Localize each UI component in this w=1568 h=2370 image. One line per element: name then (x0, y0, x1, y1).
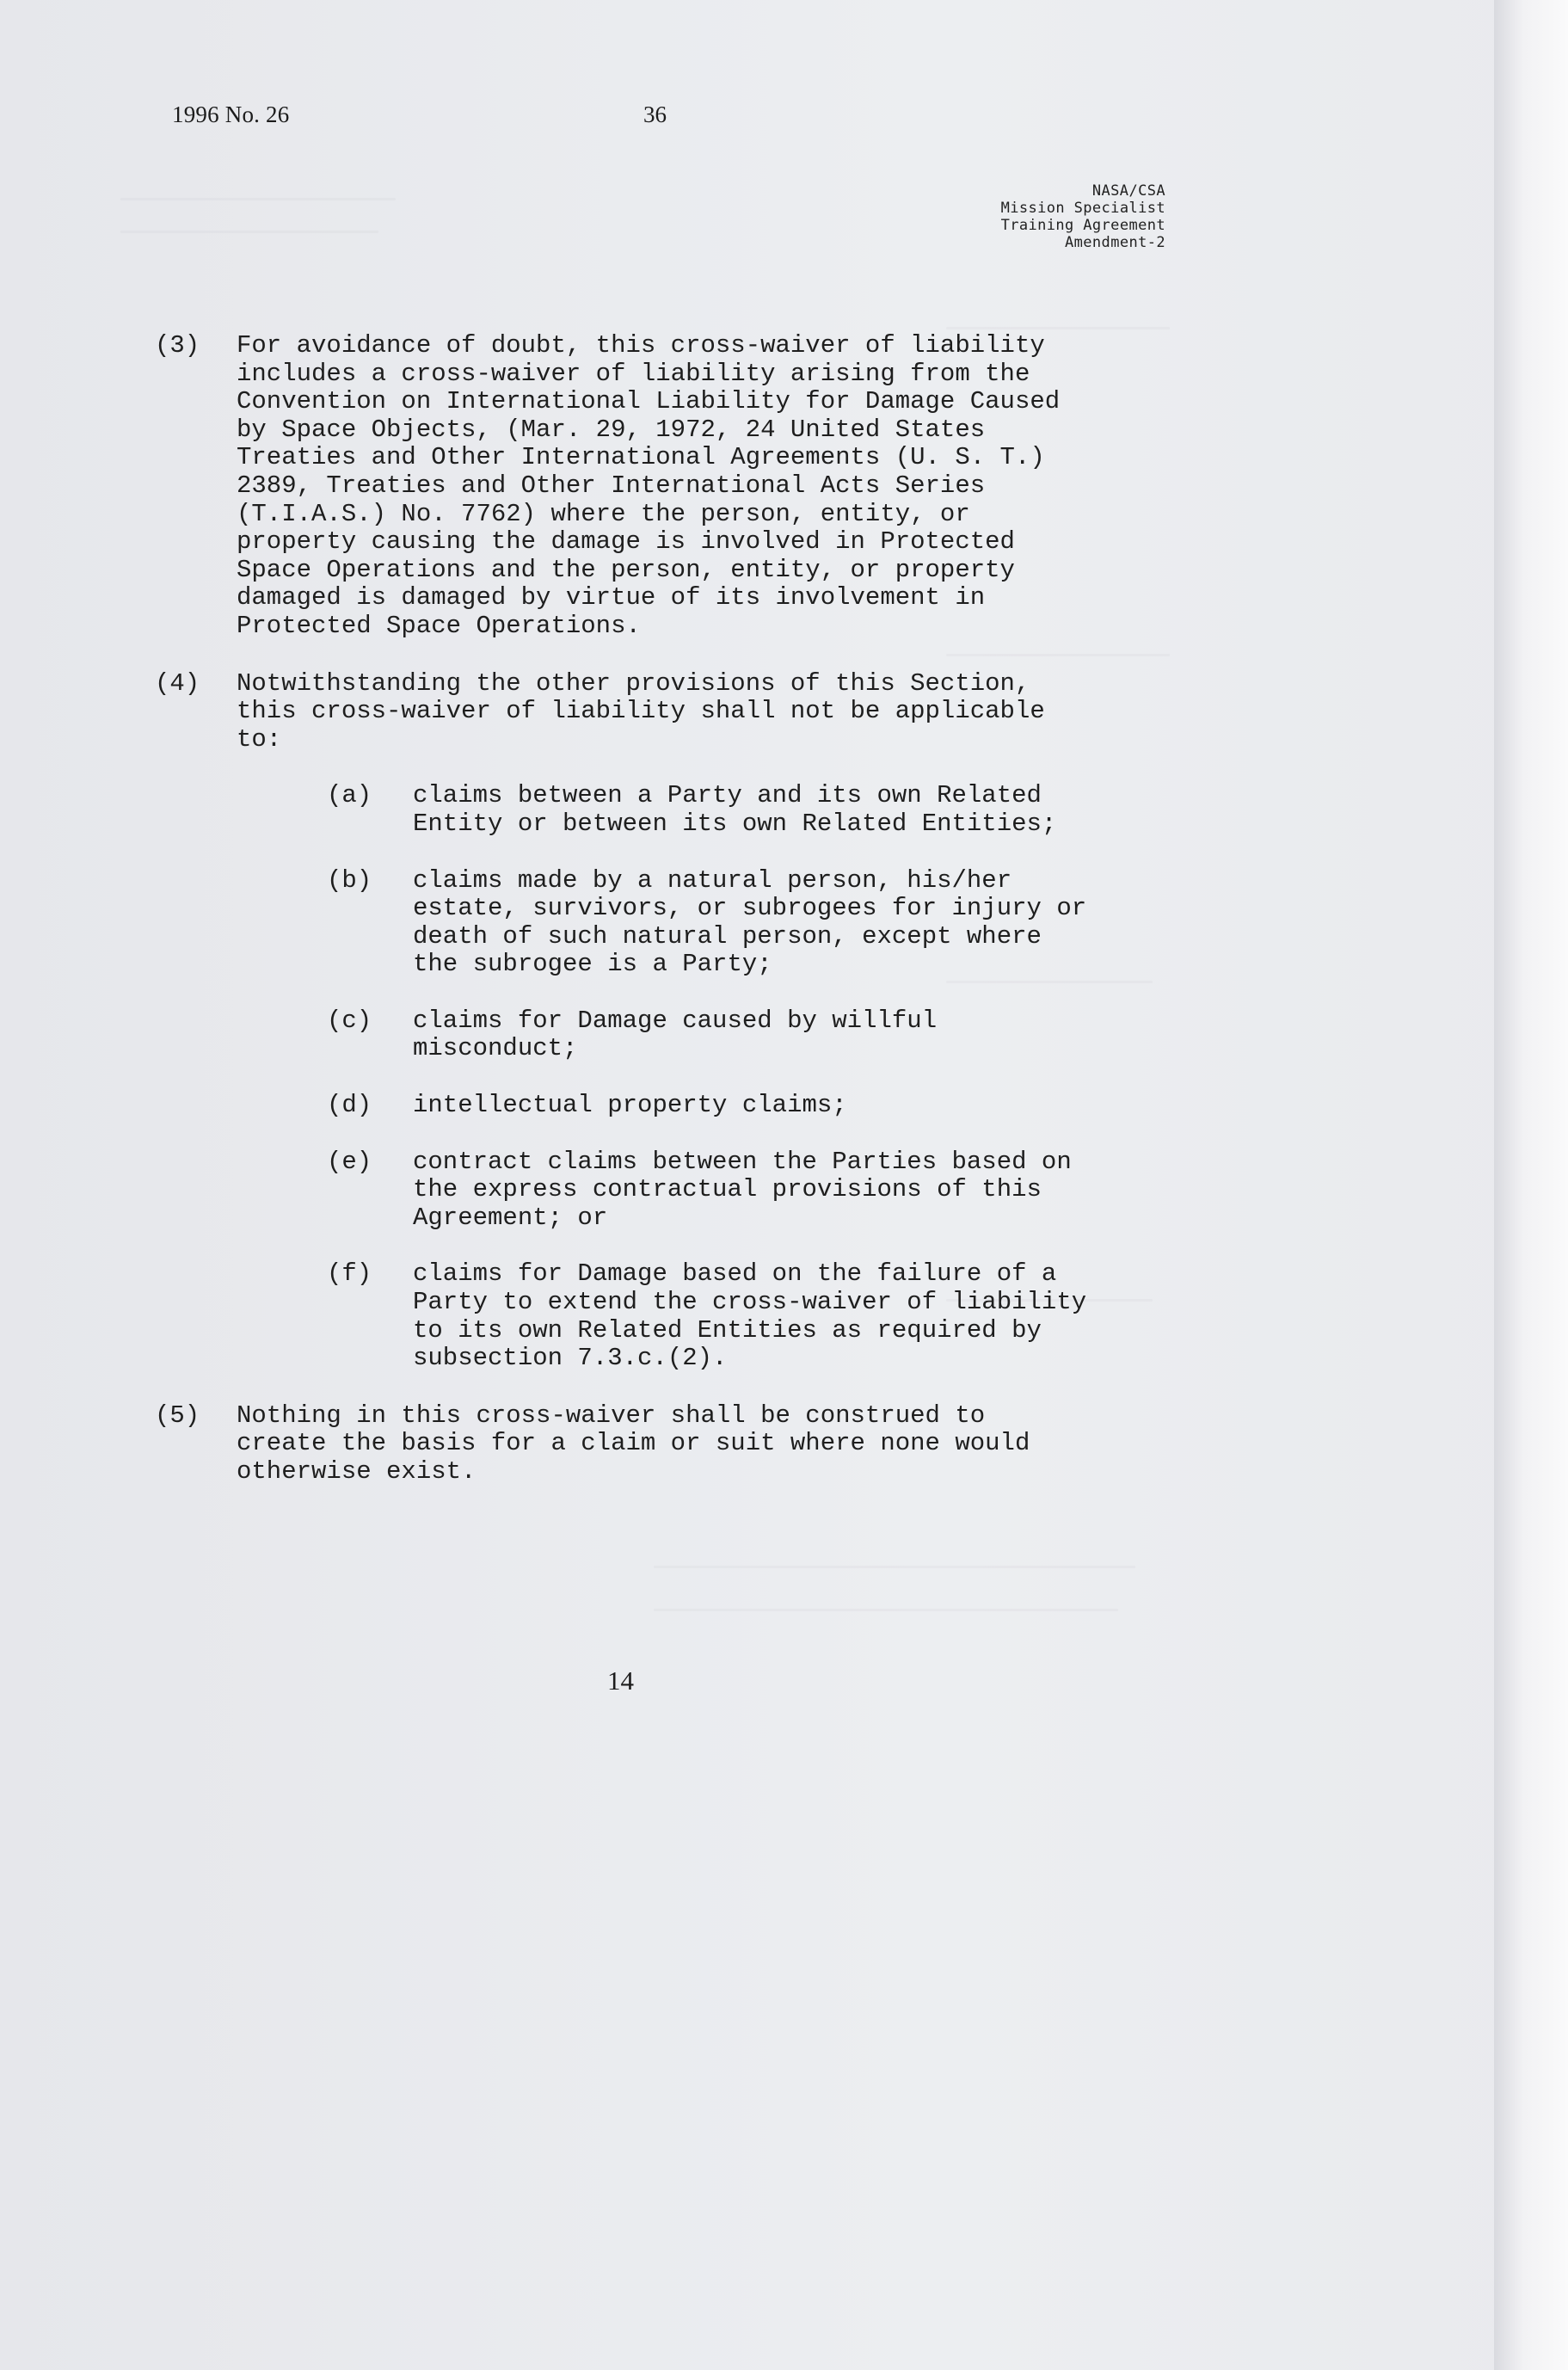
text-line: Notwithstanding the other provisions of this Section, (237, 668, 1030, 698)
text-line: Agreement; or (413, 1203, 608, 1232)
subitem-a (155, 782, 1187, 838)
subitem-d (155, 1092, 1187, 1120)
text-line: Nothing in this cross-waiver shall be construed to (237, 1400, 986, 1430)
text-line: claims made by a natural person, his/her (413, 865, 1012, 895)
doc-ref-line: Training Agreement (1000, 217, 1165, 234)
subitem-text (413, 782, 1187, 838)
section-5 (155, 1402, 1187, 1487)
subitem-b (155, 867, 1187, 979)
subitem-letter: (f) (327, 1259, 372, 1289)
text-line: Convention on International Liability for Damage Caused (237, 387, 1061, 416)
doc-ref-line: Amendment-2 (1065, 234, 1165, 251)
text-line: 2389, Treaties and Other International Acts Series (237, 471, 986, 500)
text-line: Treaties and Other International Agreements (U. S. T.) (237, 443, 1045, 472)
text-line: For avoidance of doubt, this cross-waiver of liability (237, 331, 1045, 360)
text-line: claims for Damage based on the failure of a (413, 1259, 1057, 1289)
text-line: damaged is damaged by virtue of its involvement in (237, 583, 986, 613)
text-line: Protected Space Operations. (237, 611, 641, 640)
text-line: by Space Objects, (Mar. 29, 1972, 24 United States (237, 415, 986, 444)
text-line: to: (237, 724, 282, 754)
text-line: death of such natural person, except where (413, 921, 1042, 951)
text-line: this cross-waiver of liability shall not be applicable (237, 697, 1045, 726)
body-text (155, 332, 1187, 1487)
subitem-letter: (d) (327, 1091, 372, 1120)
subitem-letter: (a) (327, 781, 372, 810)
page-number: 14 (607, 1665, 634, 1696)
section-4 (155, 670, 1187, 1373)
section-number: (5) (155, 1400, 200, 1430)
subitem-text (413, 1148, 1187, 1233)
text-line: Entity or between its own Related Entities; (413, 809, 1057, 838)
text-line: create the basis for a claim or suit where none would (237, 1429, 1030, 1458)
section-3 (155, 332, 1187, 641)
section-number: (3) (155, 331, 200, 360)
section-paragraph (237, 332, 1187, 641)
doc-ref-line: NASA/CSA (1091, 182, 1165, 200)
running-head-left: 1996 No. 26 (172, 102, 290, 127)
section-paragraph (237, 670, 1187, 754)
text-line: contract claims between the Parties based on (413, 1147, 1072, 1176)
document-reference (1001, 182, 1165, 251)
text-line: intellectual property claims; (413, 1091, 847, 1120)
text-line: claims for Damage caused by willful (413, 1006, 938, 1035)
subitem-text (413, 1260, 1187, 1372)
text-line: claims between a Party and its own Related (413, 781, 1042, 810)
page-edge (1494, 0, 1568, 2370)
text-line: to its own Related Entities as required by (413, 1315, 1042, 1345)
text-line: estate, survivors, or subrogees for injury or (413, 894, 1087, 923)
subitem-letter: (b) (327, 865, 372, 895)
section-number: (4) (155, 668, 200, 698)
doc-ref-line: Mission Specialist (1000, 200, 1165, 217)
subitem-c (155, 1007, 1187, 1063)
text-line: the subrogee is a Party; (413, 950, 772, 979)
subitem-text (413, 1092, 1187, 1120)
subitem-letter: (e) (327, 1147, 372, 1176)
text-line: subsection 7.3.c.(2). (413, 1344, 728, 1373)
text-line: Party to extend the cross-waiver of liability (413, 1288, 1087, 1317)
text-line: the express contractual provisions of this (413, 1175, 1042, 1204)
section-paragraph (237, 1402, 1187, 1487)
running-head-page: 36 (643, 102, 667, 127)
text-line: (T.I.A.S.) No. 7762) where the person, entity, or (237, 499, 970, 528)
subitem-text (413, 867, 1187, 979)
subitem-letter: (c) (327, 1006, 372, 1035)
subitem-text (413, 1007, 1187, 1063)
text-line: property causing the damage is involved in Protected (237, 527, 1015, 557)
text-line: misconduct; (413, 1034, 578, 1063)
text-line: includes a cross-waiver of liability arising from the (237, 359, 1030, 388)
text-line: Space Operations and the person, entity, or property (237, 555, 1015, 584)
subitem-f (155, 1260, 1187, 1372)
text-line: otherwise exist. (237, 1457, 477, 1486)
subitem-e (155, 1148, 1187, 1233)
